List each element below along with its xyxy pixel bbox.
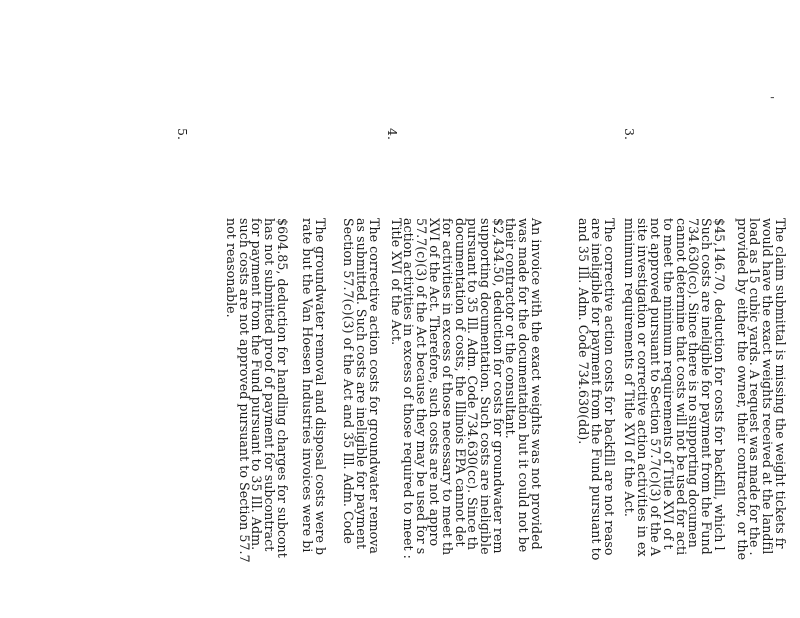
text-line: are ineligible for payment from the Fund pursuant to [589,218,605,561]
text-line: pursuant to 35 Ill. Adm. Code 734.630(cc). Since th [465,218,481,551]
text-line: 57.7(c)(3) of the Act because they may be used for s [414,218,430,555]
margin-mark: ' [762,96,776,100]
text-line: not approved pursuant to Section 57.7(c)(3) of the A [648,218,664,556]
text-line: has not submitted proof of payment for subcontract [262,218,278,552]
text-line: An invoice with the exact weights was not provided [529,218,544,550]
text-line: Section 57.7(c)(3) of the Act and 35 Ill. Adm. Code [341,218,357,544]
text-line: their contractor or the consultant. [503,218,519,439]
text-line: action activities in excess of those required to meet : [401,218,417,559]
text-line: cannot determine that costs will not be used for acti [673,218,689,556]
text-line: was made for the documentation but it could not be [516,218,532,553]
text-line: and 35 Ill. Adm. Code 734.630(dd). [576,218,592,445]
item-3 [570,0,800,618]
text-line: site investigation or corrective action activities in ex [635,218,651,557]
text-line: The claim submittal is missing the weight tickets fr [773,218,788,549]
text-line: documentation of costs, the Illinois EPA cannot det [452,218,468,547]
item-3-paragraph-1 [735,218,786,560]
text-line: for activities in excess of those necessary to meet th [439,218,455,556]
item-4-paragraph-2 [342,218,380,554]
text-line: The corrective action costs for backfill are not reaso [602,218,617,556]
text-line: provided by either the owner, their contractor, or the [734,218,750,561]
item-3-paragraph-4 [504,218,542,552]
item-4-number: 4. [385,128,400,140]
text-line: minimum requirements of Title XVI of the Act. [622,218,638,517]
item-4-paragraph-3 [300,218,326,555]
text-line: for payment from the Fund pursuant to 35 Ill. Adm. [249,218,265,551]
text-line: would have the exact weights received at the landfil [760,218,776,555]
text-line: The corrective action costs for groundwater remova [367,218,382,554]
text-line: $45,146.70, deduction for costs for backfill, which l [712,218,727,551]
text-line: XVI of the Act. Therefore, such costs are not appro [427,218,443,547]
text-line: 734.630(cc). Since there is no supporting documen [686,218,702,548]
item-5-paragraph-1 [224,218,288,563]
text-line: load as 15 cubic yards. A request was made for the . [747,218,763,556]
text-line: Title XVI of the Act. [388,218,404,346]
text-line: to meet the minimum requirements of Title XVI of t [660,218,676,550]
text-line: such costs are not approved pursuant to Section 57.7 [236,218,252,563]
text-line: supporting documentation. Such costs are ineligible [478,218,494,555]
item-3-paragraph-2 [623,218,725,557]
text-line: rate but the Van Hoesen Industries invoices were bi [300,218,316,553]
item-3-number: 3. [622,128,637,140]
text-line: not reasonable. [223,218,239,318]
text-line: Such costs are ineligible for payment from the Fund [699,218,715,555]
text-line: $604.85, deduction for handling charges for subcont [275,218,290,558]
text-line: $2,434.50, deduction for costs for groundwater rem [491,218,506,554]
text-line: as submitted. Such costs are ineligible for payment [354,218,370,550]
item-3-paragraph-3 [577,218,615,560]
text-line: The groundwater removal and disposal costs were b [313,218,328,556]
item-5-number: 5. [175,128,190,140]
item-4-paragraph-1 [389,218,504,559]
